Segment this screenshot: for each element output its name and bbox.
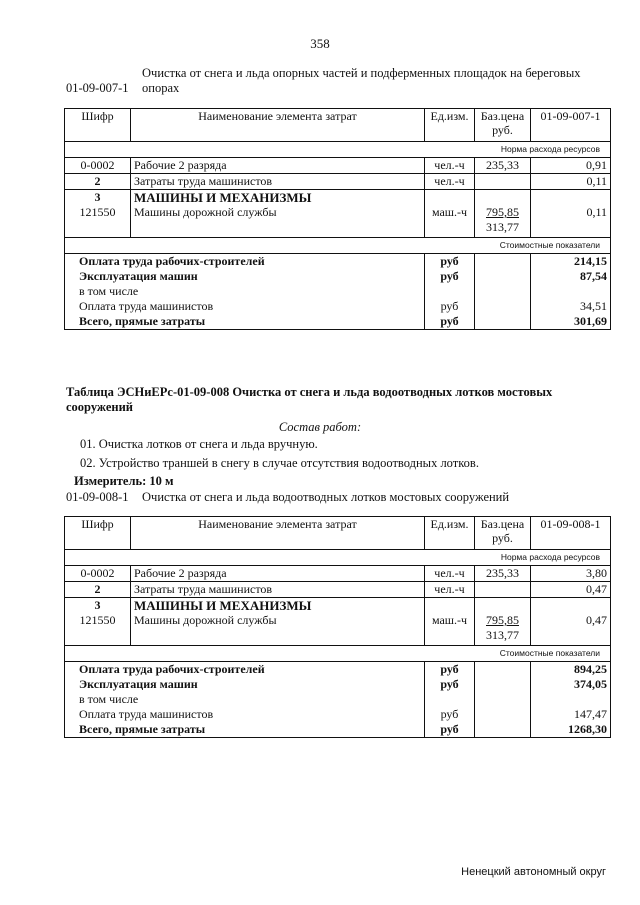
section-title-line2: опорах [142,81,180,95]
section-title: Очистка от снега и льда водоотводных лотков мостовых сооружений [142,490,510,504]
row-price-main: 795,85 [486,205,519,219]
cost-value: 147,47 [531,707,611,722]
cost-indicators-row [65,238,611,254]
row-price [475,174,531,190]
table-row [65,613,611,646]
table-row [65,566,611,582]
row-name: МАШИНЫ И МЕХАНИЗМЫ [131,598,425,614]
cost-name: Всего, прямые затраты [65,722,425,738]
row-price [475,613,531,646]
cost-name: Эксплуатация машин [65,677,425,692]
cost-unit: руб [425,707,475,722]
row-value: 0,11 [531,205,611,238]
row-code: 121550 [65,613,131,646]
header-code: Шифр [65,517,131,550]
composition-heading: Состав работ: [278,420,362,434]
cost-unit: руб [425,677,475,692]
section-code: 01-09-007-1 [66,81,129,95]
row-price-secondary: 313,77 [486,220,519,234]
header-unit: Ед.изм. [425,109,475,142]
header-rate-code: 01-09-008-1 [531,517,611,550]
row-price: 235,33 [475,158,531,174]
row-unit: чел.-ч [425,174,475,190]
row-unit: чел.-ч [425,158,475,174]
row-code: 2 [65,174,131,190]
header-name: Наименование элемента затрат [131,517,425,550]
row-price-main: 795,85 [486,613,519,627]
cost-name: Оплата труда машинистов [65,707,425,722]
cost-unit: руб [425,722,475,738]
row-price [475,205,531,238]
row-price [475,582,531,598]
row-name: Рабочие 2 разряда [131,566,425,582]
work-item: 01. Очистка лотков от снега и льда вручную. [80,437,318,451]
header-price [475,109,531,142]
cost-name: в том числе [65,284,425,299]
row-name: МАШИНЫ И МЕХАНИЗМЫ [131,190,425,206]
resource-norm-label: Норма расхода ресурсов [65,142,611,158]
cost-value: 214,15 [531,254,611,270]
row-code: 121550 [65,205,131,238]
cost-value: 894,25 [531,662,611,678]
row-price: 235,33 [475,566,531,582]
row-value: 0,11 [531,174,611,190]
row-code: 0-0002 [65,158,131,174]
row-value: 0,47 [531,613,611,646]
section-title-line1: Очистка от снега и льда опорных частей и подферменных площадок на береговых [142,66,581,80]
row-name: Рабочие 2 разряда [131,158,425,174]
row-price-secondary: 313,77 [486,628,519,642]
cost-name: Оплата труда машинистов [65,299,425,314]
row-code: 3 [65,598,131,614]
cost-unit: руб [425,662,475,678]
cost-row [65,722,611,738]
footer-region: Ненецкий автономный округ [461,866,606,878]
row-unit: чел.-ч [425,566,475,582]
row-name: Машины дорожной службы [131,613,425,646]
resource-norm-label: Норма расхода ресурсов [65,550,611,566]
cost-value: 374,05 [531,677,611,692]
cost-row [65,707,611,722]
cost-unit: руб [425,299,475,314]
estimate-table-1 [64,108,611,330]
resource-norm-row [65,142,611,158]
row-name: Затраты труда машинистов [131,174,425,190]
row-code: 3 [65,190,131,206]
row-name: Машины дорожной службы [131,205,425,238]
header-price-line1: Баз.цена [480,517,525,531]
cost-value: 301,69 [531,314,611,330]
cost-unit: руб [425,314,475,330]
row-value: 0,47 [531,582,611,598]
cost-row [65,254,611,270]
row-value: 3,80 [531,566,611,582]
cost-name: Всего, прямые затраты [65,314,425,330]
table-title-line2: сооружений [66,400,133,414]
header-price-line2: руб. [492,531,513,545]
resource-norm-row [65,550,611,566]
row-code: 0-0002 [65,566,131,582]
header-code: Шифр [65,109,131,142]
cost-row [65,299,611,314]
table-header [65,517,611,550]
table-row [65,174,611,190]
cost-row [65,692,611,707]
header-price [475,517,531,550]
table-row [65,205,611,238]
header-rate-code: 01-09-007-1 [531,109,611,142]
cost-value: 1268,30 [531,722,611,738]
table-title-line1: Таблица ЭСНиЕРс-01-09-008 Очистка от снега и льда водоотводных лотков мостовых [66,385,553,399]
table-row [65,190,611,206]
cost-name: в том числе [65,692,425,707]
estimate-table-2 [64,516,611,738]
table-row [65,598,611,614]
cost-unit: руб [425,269,475,284]
row-value: 0,91 [531,158,611,174]
row-name: Затраты труда машинистов [131,582,425,598]
cost-indicators-label: Стоимостные показатели [65,238,611,254]
cost-indicators-label: Стоимостные показатели [65,646,611,662]
cost-indicators-row [65,646,611,662]
cost-row [65,284,611,299]
section-code: 01-09-008-1 [66,490,129,504]
header-price-line1: Баз.цена [480,109,525,123]
header-price-line2: руб. [492,123,513,137]
cost-row [65,314,611,330]
table-row [65,582,611,598]
row-code: 2 [65,582,131,598]
header-unit: Ед.изм. [425,517,475,550]
cost-row [65,269,611,284]
cost-row [65,677,611,692]
row-unit: чел.-ч [425,582,475,598]
cost-name: Эксплуатация машин [65,269,425,284]
cost-row [65,662,611,678]
row-unit: маш.-ч [425,613,475,646]
cost-unit: руб [425,254,475,270]
page-number: 358 [310,36,330,51]
row-unit: маш.-ч [425,205,475,238]
header-name: Наименование элемента затрат [131,109,425,142]
meter-label: Измеритель: 10 м [74,474,174,488]
cost-value: 34,51 [531,299,611,314]
table-header [65,109,611,142]
cost-name: Оплата труда рабочих-строителей [65,254,425,270]
cost-name: Оплата труда рабочих-строителей [65,662,425,678]
work-item: 02. Устройство траншей в снегу в случае отсутствия водоотводных лотков. [80,456,479,470]
table-row [65,158,611,174]
cost-value: 87,54 [531,269,611,284]
